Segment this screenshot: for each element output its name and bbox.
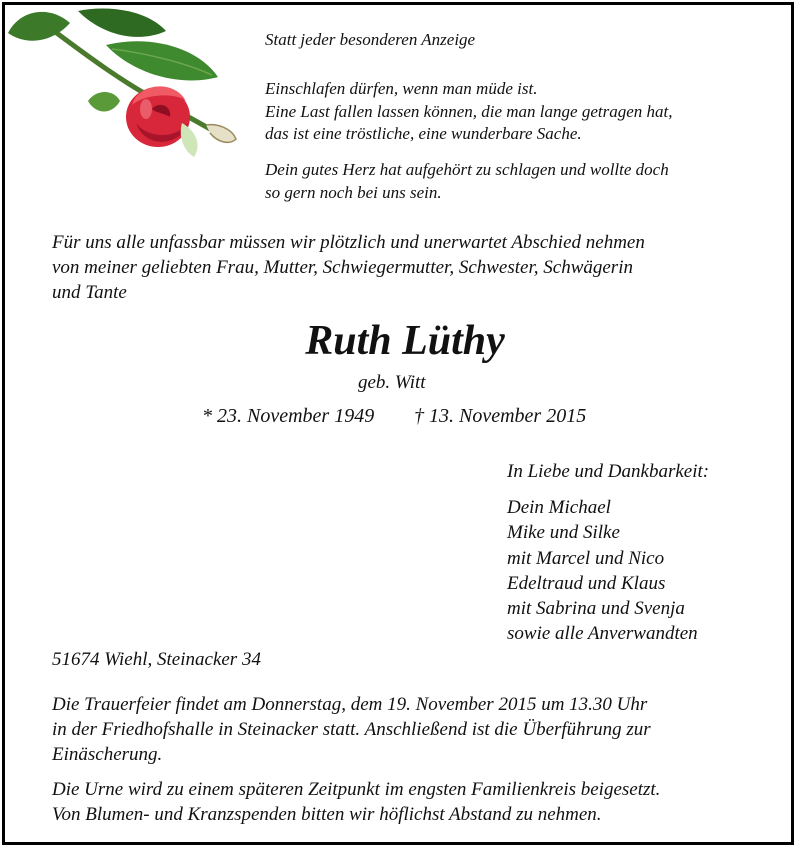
mourner-entry: Dein Michael [507,497,611,518]
funeral-line: Die Trauerfeier findet am Donnerstag, dem 19. November 2015 um 13.30 Uhr [52,694,648,715]
mourner-entry: mit Marcel und Nico [507,547,665,569]
birth-name: geb. Witt [358,372,426,393]
urn-notice [52,777,660,827]
poem-stanza-1 [265,78,672,146]
urn-line: Von Blumen- und Kranzspenden bitten wir höflichst Abstand zu nehmen. [52,804,602,825]
urn-line: Die Urne wird zu einem späteren Zeitpunkt im engsten Familienkreis beigesetzt. [52,779,661,800]
mourners-list [507,495,698,647]
poem-line: Eine Last fallen lassen können, die man lange getragen hat, [265,101,673,121]
deceased-name: Ruth Lüthy [305,318,505,364]
rose-image [6,5,242,165]
funeral-line: in der Friedhofshalle in Steinacker statt. Anschließend ist die Überführung zur [52,719,651,740]
mourner-entry: Mike und Silke [507,522,620,544]
intro-line: und Tante [52,282,127,303]
mourner-entry: sowie alle Anverwandten [507,623,698,645]
intro-line: Für uns alle unfassbar müssen wir plötzlich und unerwartet Abschied nehmen [52,232,645,253]
mourner-entry: Edeltraud und Klaus [507,572,666,594]
mourner-entry: mit Sabrina und Svenja [507,598,685,620]
death-date: † 13. November 2015 [414,405,587,427]
funeral-notice [52,692,651,767]
intro-paragraph [52,230,645,305]
funeral-line: Einäscherung. [52,744,163,765]
heading-statt-anzeige: Statt jeder besonderen Anzeige [265,30,476,49]
mourners-heading: In Liebe und Dankbarkeit: [507,461,710,482]
intro-line: von meiner geliebten Frau, Mutter, Schwiegermutter, Schwester, Schwägerin [52,257,633,278]
poem-line: Dein gutes Herz hat aufgehört zu schlagen und wollte doch [265,160,669,179]
poem-line: so gern noch bei uns sein. [265,182,442,202]
birth-date: * 23. November 1949 [202,405,375,427]
poem-line: das ist eine tröstliche, eine wunderbare Sache. [265,124,582,143]
poem-stanza-2 [265,159,669,204]
address: 51674 Wiehl, Steinacker 34 [52,649,261,670]
poem-line: Einschlafen dürfen, wenn man müde ist. [265,79,538,98]
